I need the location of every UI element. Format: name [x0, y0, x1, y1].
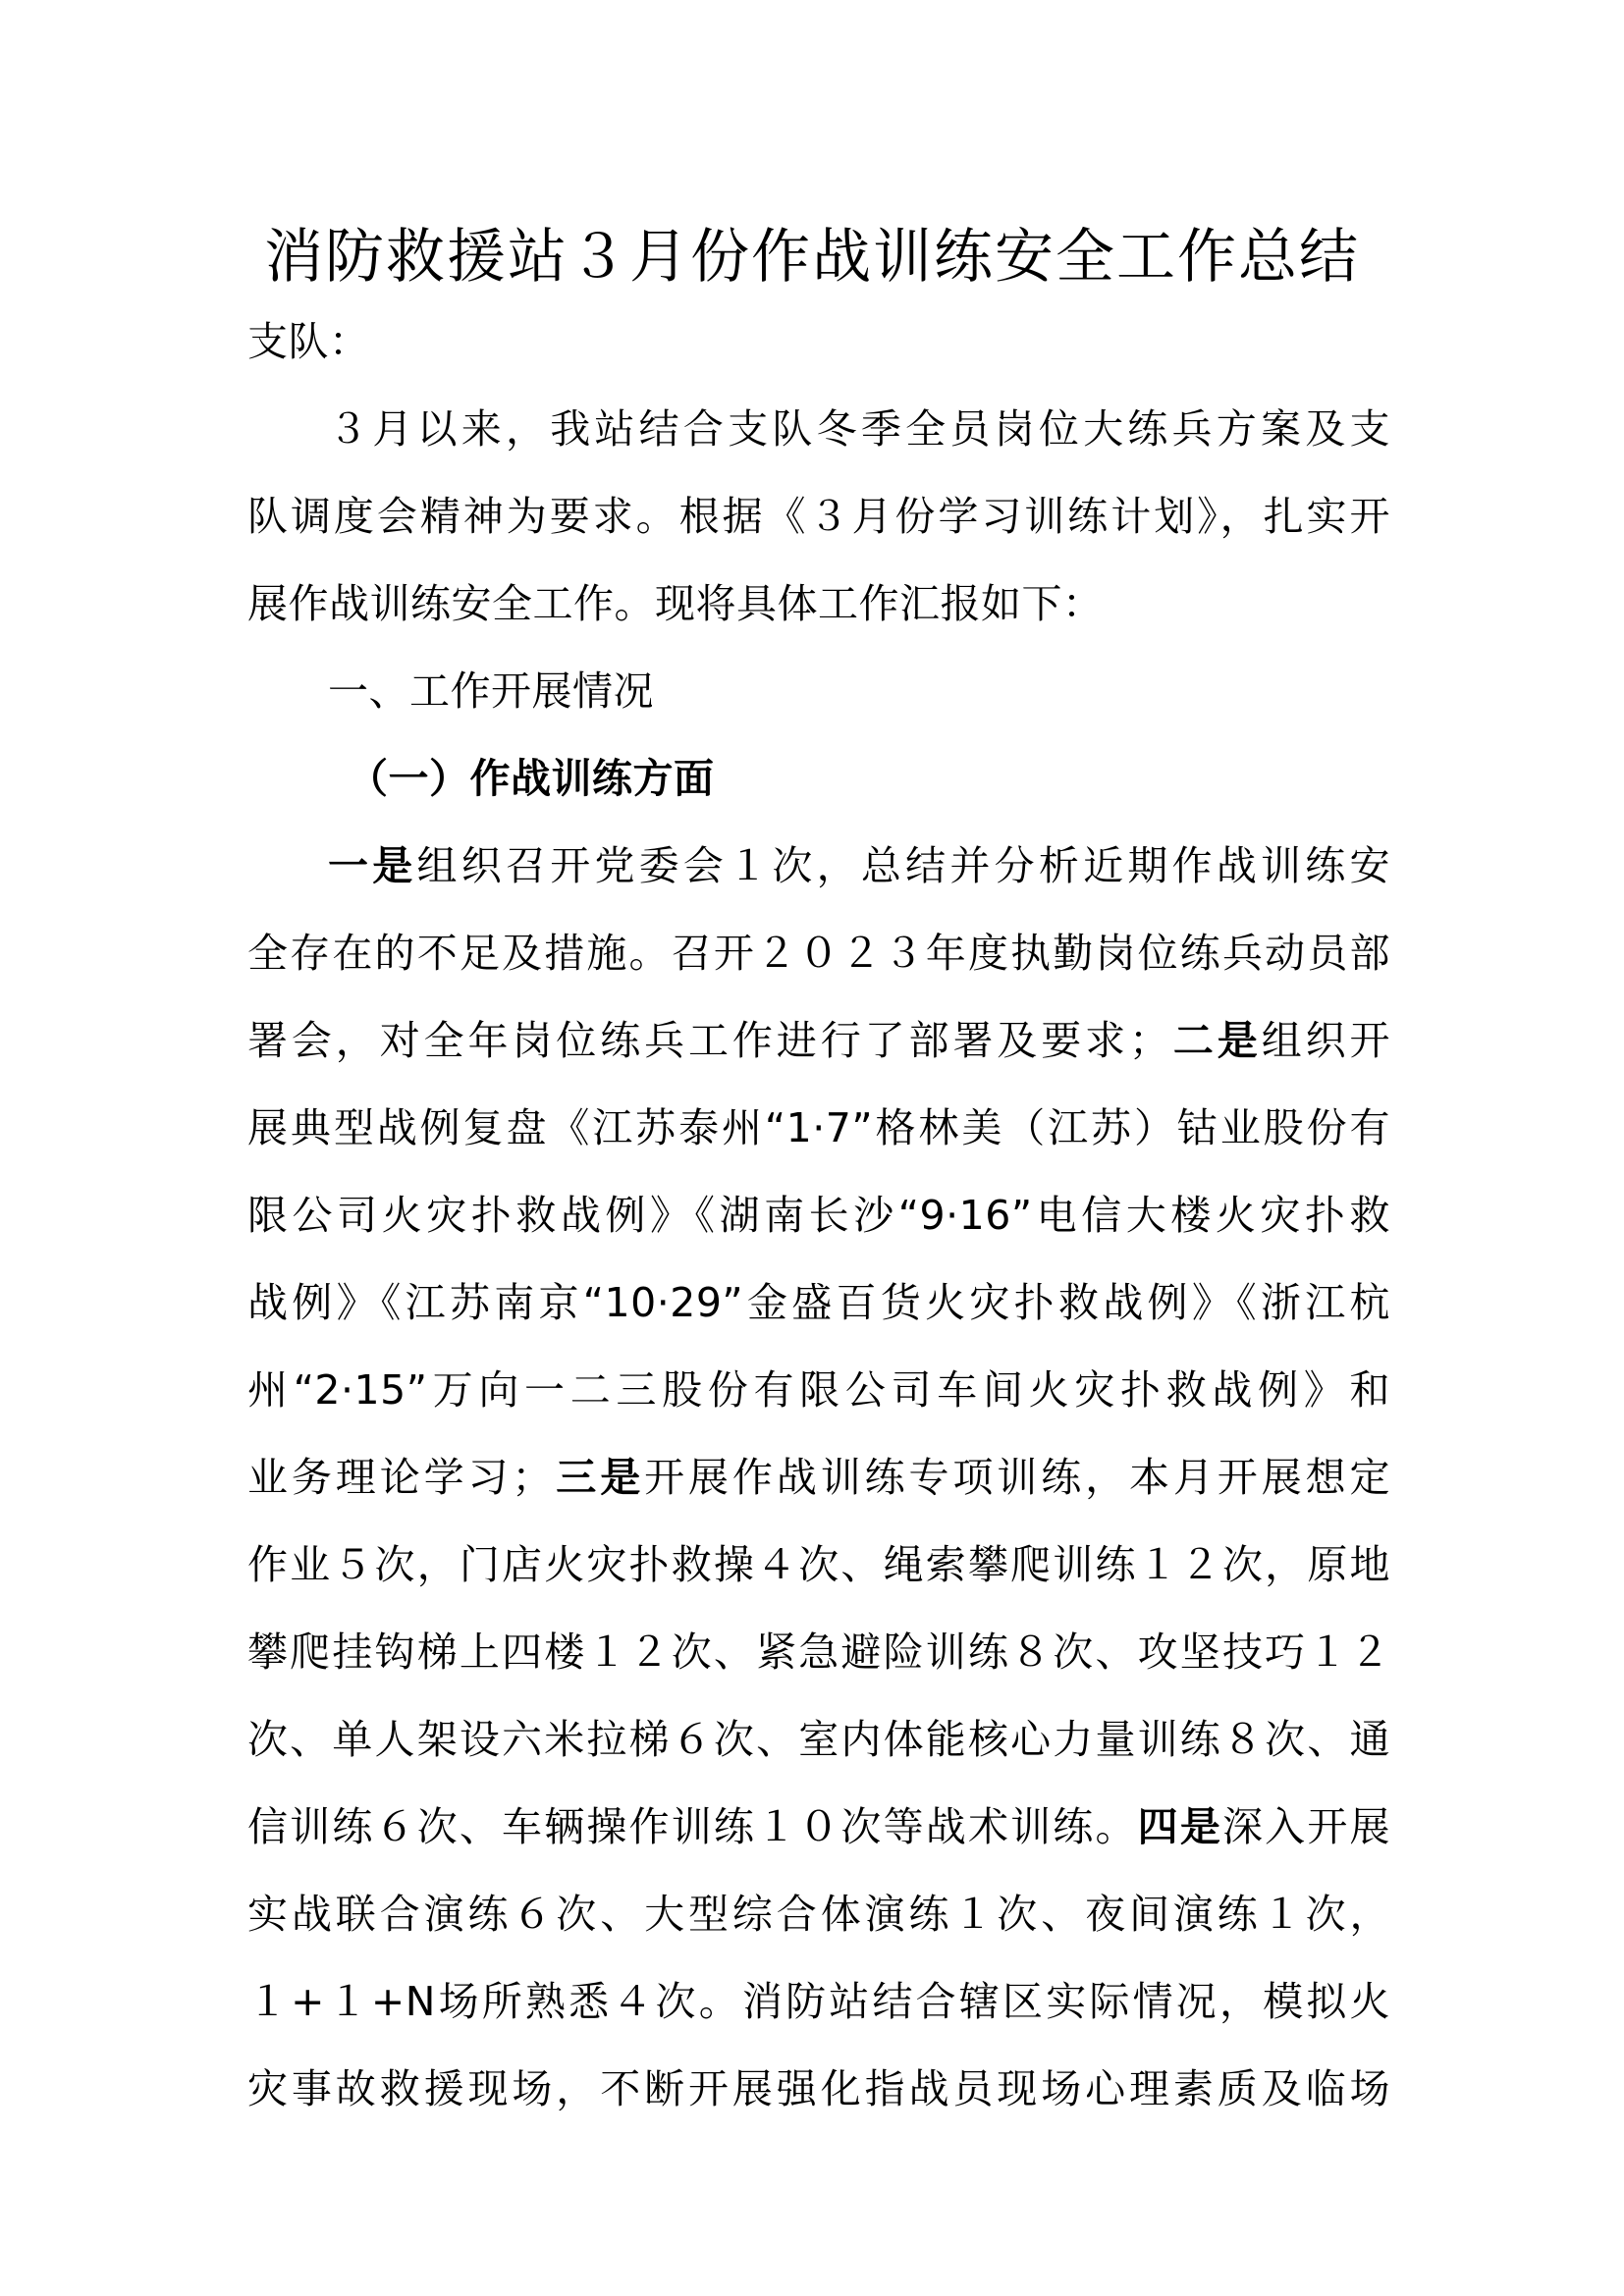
body-line: 灾事故救援现场，不断开展强化指战员现场心理素质及临场: [247, 2065, 1390, 2112]
page-title: 消防救援站３月份作战训练安全工作总结: [264, 223, 1360, 292]
body-line-text: 组织召开党委会１次，总结并分析近期作战训练安: [416, 842, 1391, 889]
body-line: 攀爬挂钩梯上四楼１２次、紧急避险训练８次、攻坚技巧１２: [247, 1629, 1390, 1676]
body-line: 限公司火灾扑救战例》《湖南长沙“9·16”电信大楼火灾扑救: [247, 1192, 1390, 1239]
body-line: 次、单人架设六米拉梯６次、室内体能核心力量训练８次、通: [247, 1716, 1390, 1763]
body-line-tail: 组织开: [1261, 1017, 1391, 1064]
body-line: [328, 836, 1390, 895]
lead-marker: 二是: [1169, 1017, 1262, 1064]
body-line: 全存在的不足及措施。召开２０２３年度执勤岗位练兵动员部: [247, 930, 1390, 977]
intro-line: ３月以来，我站结合支队冬季全员岗位大练兵方案及支: [328, 405, 1390, 453]
lead-marker: 三是: [552, 1454, 645, 1501]
section-heading: 一、工作开展情况: [328, 667, 654, 715]
body-line: １+１+N场所熟悉４次。消防站结合辖区实际情况，模拟火: [247, 1978, 1390, 2025]
body-line: [247, 1797, 1390, 1856]
lead-marker: 一是: [328, 842, 417, 889]
intro-line: 队调度会精神为要求。根据《３月份学习训练计划》，扎实开: [247, 493, 1390, 540]
body-line-text: 业务理论学习；: [247, 1454, 553, 1501]
body-line-tail: 开展作战训练专项训练，本月开展想定: [644, 1454, 1391, 1501]
lead-marker: 四是: [1137, 1803, 1222, 1850]
body-line: 展典型战例复盘《江苏泰州“1·7”格林美（江苏）钴业股份有: [247, 1104, 1390, 1151]
salutation: 支队：: [247, 318, 370, 365]
body-line: 实战联合演练６次、大型综合体演练１次、夜间演练１次，: [247, 1891, 1390, 1938]
body-line: [247, 1011, 1390, 1070]
body-line-tail: 深入开展: [1222, 1803, 1391, 1850]
body-line: 战例》《江苏南京“10·29”金盛百货火灾扑救战例》《浙江杭: [247, 1279, 1390, 1326]
body-line: 作业５次，门店火灾扑救操４次、绳索攀爬训练１２次，原地: [247, 1541, 1390, 1588]
subsection-heading: （一）作战训练方面: [348, 755, 715, 802]
body-line: [247, 1448, 1390, 1507]
body-line-text: 信训练６次、车辆操作训练１０次等战术训练。: [247, 1803, 1138, 1850]
intro-line: 展作战训练安全工作。现将具体工作汇报如下：: [247, 580, 1104, 627]
body-line-text: 署会，对全年岗位练兵工作进行了部署及要求；: [247, 1017, 1170, 1064]
body-line: 州“2·15”万向一二三股份有限公司车间火灾扑救战例》和: [247, 1366, 1390, 1414]
